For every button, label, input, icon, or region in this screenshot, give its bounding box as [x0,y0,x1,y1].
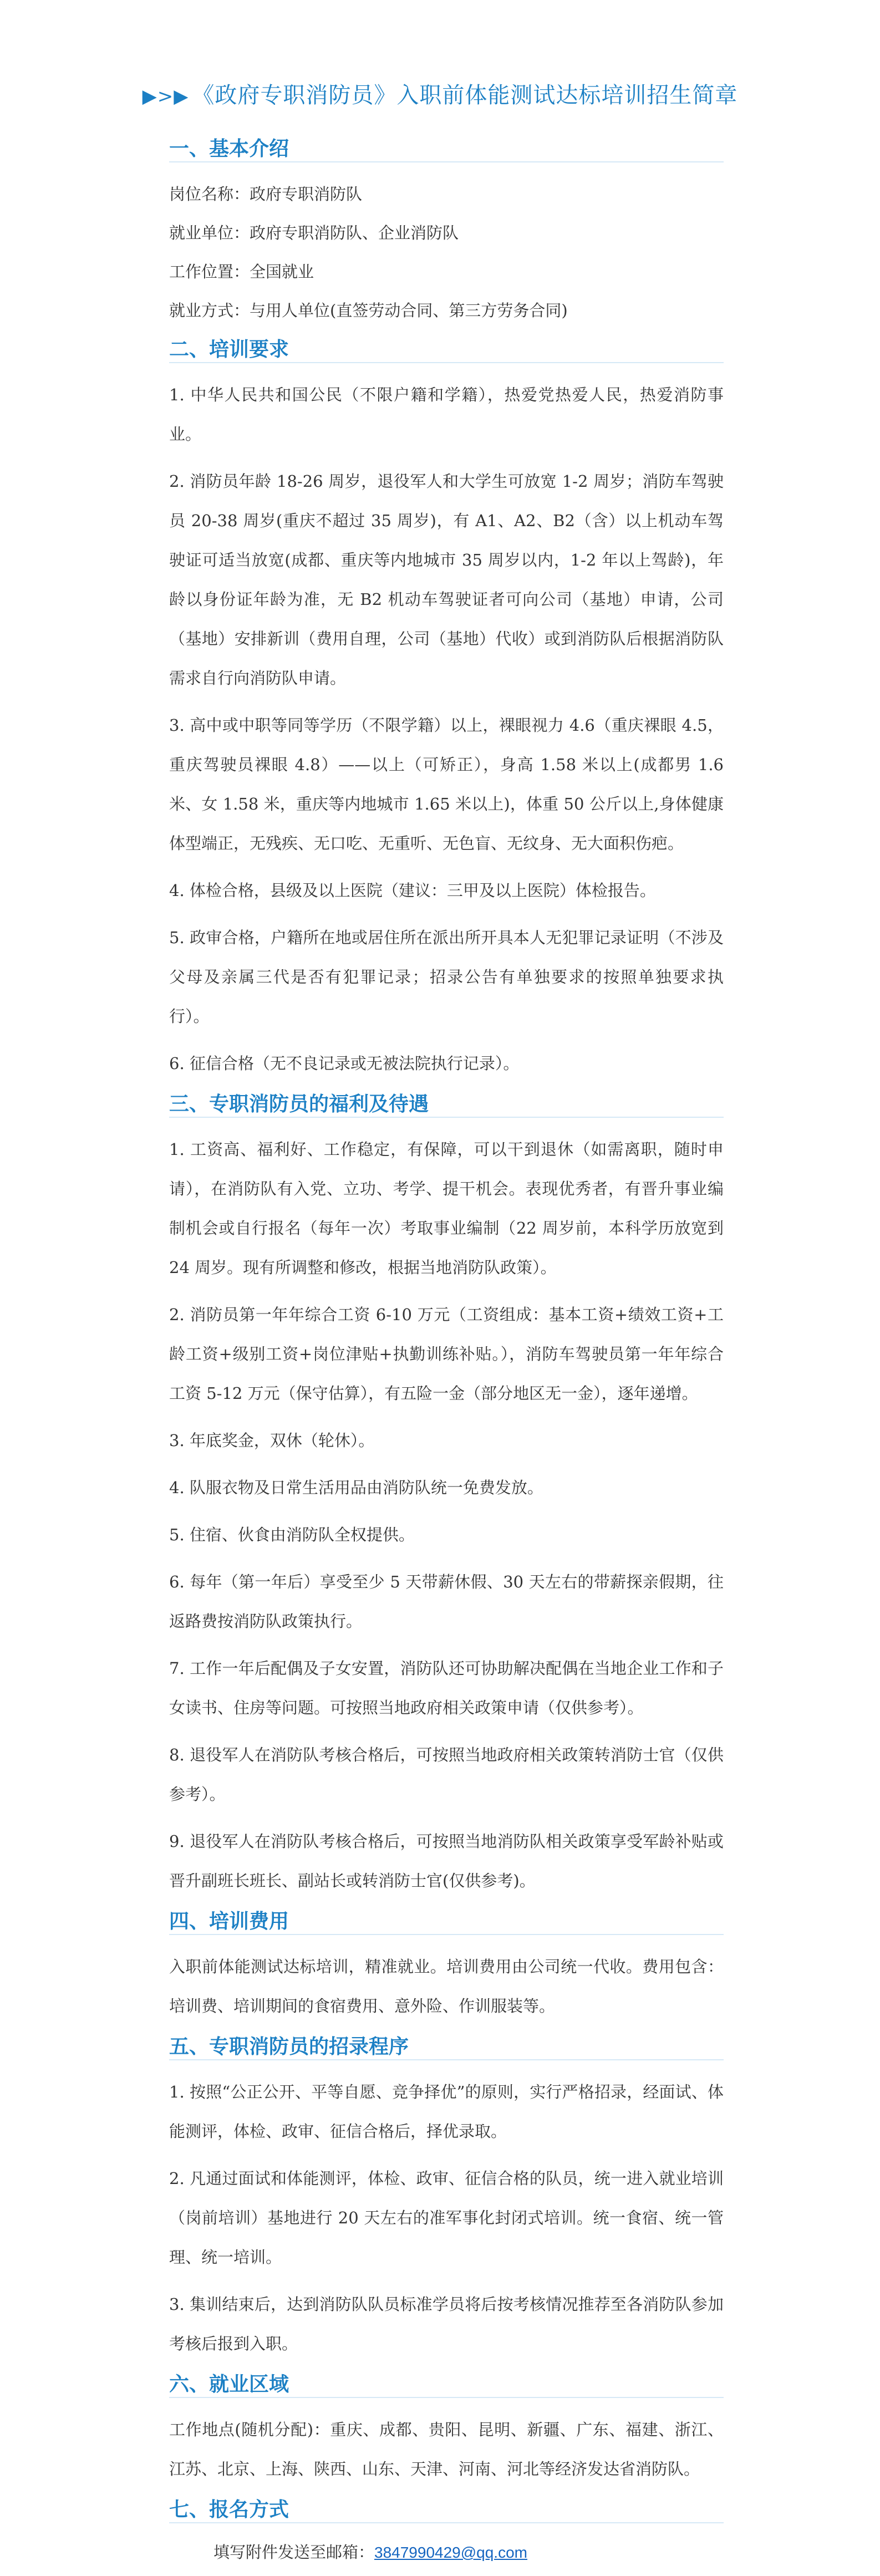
requirement-item: 3. 高中或中职等同等学历（不限学籍）以上，裸眼视力 4.6（重庆裸眼 4.5，重庆驾驶员裸眼 4.8）——以上（可矫正），身高 1.58 米以上(成都男 1.6 米、女 1.58 米，重庆等内地城市 1.65 米以上)，体重 50 公斤以上,身体健康体型端正，无残疾、无口吃、无重听、无色盲、无纹身、无大面积伤疤。 [169,716,724,853]
requirement-item: 4. 体检合格，县级及以上医院（建议：三甲及以上医院）体检报告。 [169,881,656,900]
procedure-item: 1. 按照“公正公开、平等自愿、竞争择优”的原则，实行严格招录，经面试、体能测评，体检、政审、征信合格后，择优录取。 [169,2083,724,2141]
info-line-location: 工作位置：全国就业 [169,262,314,281]
requirement-item: 5. 政审合格，户籍所在地或居住所在派出所开具本人无犯罪记录证明（不涉及父母及亲属三代是否有犯罪记录；招录公告有单独要求的按照单独要求执行）。 [169,928,724,1026]
section-benefits [169,1091,724,1901]
section-heading: 一、基本介绍 [169,136,724,162]
benefit-item: 1. 工资高、福利好、工作稳定，有保障，可以干到退休（如需离职，随时申请），在消防队有入党、立功、考学、提干机会。表现优秀者，有晋升事业编制机会或自行报名（每年一次）考取事业编制（22 周岁前，本科学历放宽到 24 周岁。现有所调整和修改，根据当地消防队政策）。 [169,1140,724,1277]
procedure-item: 2. 凡通过面试和体能测评，体检、政审、征信合格的队员，统一进入就业培训（岗前培训）基地进行 20 天左右的准军事化封闭式培训。统一食宿、统一管理、统一培训。 [169,2169,724,2267]
benefit-item: 4. 队服衣物及日常生活用品由消防队统一免费发放。 [169,1478,543,1497]
requirement-item: 6. 征信合格（无不良记录或无被法院执行记录）。 [169,1054,520,1073]
section-heading: 二、培训要求 [169,337,724,363]
requirement-item: 2. 消防员年龄 18-26 周岁，退役军人和大学生可放宽 1-2 周岁；消防车驾驶员 20-38 周岁(重庆不超过 35 周岁)，有 A1、A2、B2（含）以上机动车驾驶证可适当放宽(成都、重庆等内地城市 35 周岁以内，1-2 年以上驾龄)，年龄以身份证年龄为准，无 B2 机动车驾驶证者可向公司（基地）申请，公司（基地）安排新训（费用自理，公司（基地）代收）或到消防队后根据消防队需求自行向消防队申请。 [169,472,724,688]
benefit-item: 8. 退役军人在消防队考核合格后，可按照当地政府相关政策转消防士官（仅供参考）。 [169,1745,724,1804]
section-heading: 三、专职消防员的福利及待遇 [169,1091,724,1118]
benefit-item: 3. 年底奖金，双休（轮休）。 [169,1431,375,1450]
title-arrows-icon: ▶>▶ [142,85,189,108]
fee-description: 入职前体能测试达标培训，精准就业。培训费用由公司统一代收。费用包含：培训费、培训期间的食宿费用、意外险、作训服装等。 [169,1957,724,2015]
benefit-item: 6. 每年（第一年后）享受至少 5 天带薪休假、30 天左右的带薪探亲假期，往返路费按消防队政策执行。 [169,1572,724,1631]
title-text: 《政府专职消防员》入职前体能测试达标培训招生简章 [192,83,738,108]
section-employment-region [169,2371,724,2489]
section-training-fee [169,1908,724,2026]
section-recruitment-procedure [169,2034,724,2364]
procedure-item: 3. 集训结束后，达到消防队队员标准学员将后按考核情况推荐至各消防队参加考核后报到入职。 [169,2295,724,2353]
contact-line [169,2536,724,2569]
page-title [0,78,880,109]
requirement-item: 1. 中华人民共和国公民（不限户籍和学籍），热爱党热爱人民，热爱消防事业。 [169,385,724,444]
section-basic-intro [169,136,724,330]
email-link[interactable]: 3847990429@qq.com [374,2544,527,2561]
info-line-position: 岗位名称：政府专职消防队 [169,185,363,203]
benefit-item: 9. 退役军人在消防队考核合格后，可按照当地消防队相关政策享受军龄补贴或晋升副班长班长、副站长或转消防士官(仅供参考)。 [169,1832,724,1890]
info-line-employment-type: 就业方式：与用人单位(直签劳动合同、第三方劳务合同) [169,301,568,320]
info-line-employer: 就业单位：政府专职消防队、企业消防队 [169,223,459,242]
section-heading: 六、就业区域 [169,2371,724,2398]
content-body [169,136,724,2576]
section-heading: 五、专职消防员的招录程序 [169,2034,724,2060]
region-description: 工作地点(随机分配)：重庆、成都、贵阳、昆明、新疆、广东、福建、浙江、江苏、北京、上海、陕西、山东、天津、河南、河北等经济发达省消防队。 [169,2420,724,2478]
contact-label: 填写附件发送至邮箱： [213,2543,375,2562]
section-application-method [169,2497,724,2569]
section-training-requirements [169,337,724,1083]
benefit-item: 5. 住宿、伙食由消防队全权提供。 [169,1525,415,1544]
benefit-item: 7. 工作一年后配偶及子女安置，消防队还可协助解决配偶在当地企业工作和子女读书、住房等问题。可按照当地政府相关政策申请（仅供参考）。 [169,1659,724,1717]
benefit-item: 2. 消防员第一年年综合工资 6-10 万元（工资组成：基本工资+绩效工资+工龄工资+级别工资+岗位津贴+执勤训练补贴。），消防车驾驶员第一年年综合工资 5-12 万元（保守估算），有五险一金（部分地区无一金），逐年递增。 [169,1305,724,1403]
section-heading: 四、培训费用 [169,1908,724,1935]
section-heading: 七、报名方式 [169,2497,724,2523]
